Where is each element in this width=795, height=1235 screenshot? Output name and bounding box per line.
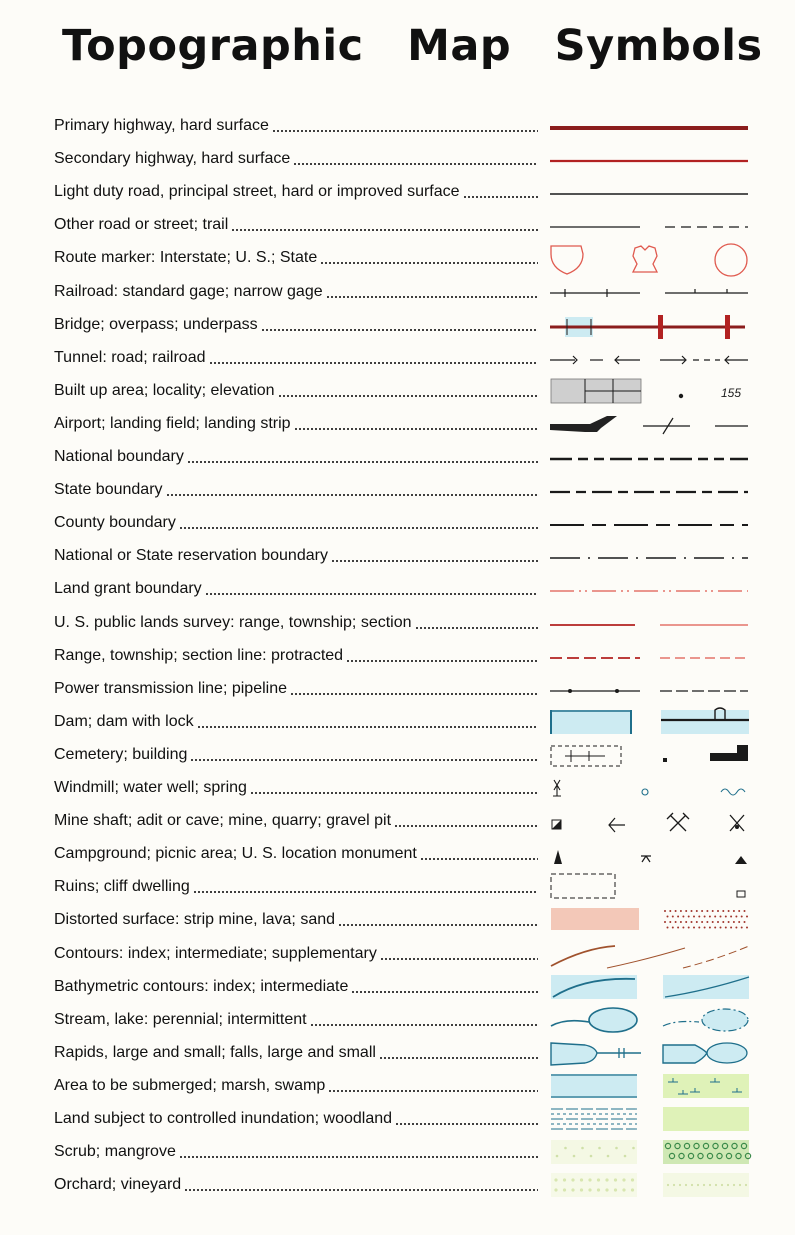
symbol-cemetery-building	[545, 739, 755, 772]
orchard-vineyard-orchard	[551, 1173, 637, 1197]
leader-dots	[420, 858, 538, 860]
windmill-well-spring-spring	[721, 789, 745, 795]
legend-label-text: Area to be submerged; marsh, swamp	[54, 1076, 326, 1094]
leader-dots	[250, 792, 538, 794]
leader-dots	[331, 560, 538, 562]
legend-label-text: Land subject to controlled inundation; woodland	[54, 1110, 393, 1127]
symbol-land-grant-boundary	[545, 573, 755, 606]
leader-dots	[231, 229, 538, 231]
inundation-woodland-inundation	[551, 1109, 637, 1129]
symbol-county-boundary	[545, 507, 755, 540]
leader-dots	[463, 196, 538, 198]
leader-dots	[184, 1189, 538, 1191]
legend-label	[54, 613, 538, 633]
legend-row-distorted-surface	[0, 904, 795, 937]
legend-label	[54, 778, 538, 798]
ruins-cliff-dwelling	[737, 891, 745, 897]
symbol-campground	[545, 838, 755, 871]
symbol-route-markers	[545, 242, 755, 275]
symbol-tunnel	[545, 342, 755, 375]
leader-dots	[320, 262, 538, 264]
leader-dots	[187, 461, 538, 463]
submerged-marsh-marsh	[663, 1074, 749, 1098]
route-markers-interstate-shield	[551, 246, 583, 274]
legend-row-cemetery-building	[0, 739, 795, 772]
legend-row-built-up-area	[0, 375, 795, 408]
leader-dots	[290, 693, 538, 695]
leader-dots	[294, 428, 538, 430]
distorted-surface-strip-mine	[551, 908, 639, 930]
legend-row-rapids-falls	[0, 1037, 795, 1070]
legend-label	[54, 546, 538, 566]
legend-label	[54, 1142, 538, 1162]
symbol-contours	[545, 938, 755, 971]
legend-row-bathymetric-contours	[0, 971, 795, 1004]
legend-label-text: Contours: index; intermediate; supplementary	[54, 944, 377, 962]
symbol-distorted-surface	[545, 904, 755, 937]
bridge-overpass-underpass	[725, 315, 730, 339]
built-up-area-elevation: 155	[721, 385, 742, 400]
symbol-windmill-well-spring	[545, 772, 755, 805]
legend-row-dam	[0, 706, 795, 739]
legend-label-text: Distorted surface: strip mine, lava; sand	[54, 911, 336, 929]
symbol-reservation-boundary	[545, 540, 755, 573]
symbol-bridge-overpass	[545, 309, 755, 342]
legend-label-text: State boundary	[54, 481, 163, 499]
leader-dots	[310, 1024, 538, 1026]
cemetery-building-building-small	[663, 758, 667, 762]
legend-row-inundation-woodland	[0, 1103, 795, 1136]
symbol-built-up-area	[545, 375, 755, 408]
orchard-vineyard-vineyard	[663, 1173, 749, 1197]
scrub-mangrove-scrub	[551, 1140, 637, 1164]
legend-label	[54, 745, 538, 765]
symbol-bathymetric-contours	[545, 971, 755, 1004]
legend-label-text: Light duty road, principal street, hard or improved surface	[54, 183, 460, 201]
submerged-marsh-submerged	[551, 1074, 637, 1098]
legend-label-text: Primary highway, hard surface	[54, 117, 269, 134]
legend-row-other-road-trail	[0, 209, 795, 242]
symbol-protracted-line	[545, 640, 755, 673]
symbol-ruins	[545, 871, 755, 904]
symbol-orchard-vineyard	[545, 1169, 755, 1202]
leader-dots	[338, 924, 538, 926]
legend-label-text: National or State reservation boundary	[54, 547, 328, 565]
legend-label	[54, 679, 538, 699]
legend-label-text: Campground; picnic area; U. S. location monument	[54, 845, 417, 863]
leader-dots	[380, 958, 538, 960]
leader-dots	[379, 1057, 538, 1059]
legend-row-primary-highway	[0, 110, 795, 143]
ruins-ruins-outline	[551, 874, 615, 898]
legend-label	[54, 712, 538, 732]
symbol-state-boundary	[545, 474, 755, 507]
legend-label	[54, 844, 538, 864]
mine-symbols-shaft-fill	[552, 820, 561, 829]
page-title: Topographic Map Symbols	[62, 21, 763, 71]
inundation-woodland-woodland	[663, 1107, 749, 1131]
symbol-mine-symbols	[545, 805, 755, 838]
symbol-light-duty-road	[545, 176, 755, 209]
rapids-falls-falls-large	[663, 1045, 707, 1063]
leader-dots	[394, 825, 538, 827]
windmill-well-spring-well	[642, 789, 648, 795]
legend-label	[54, 910, 538, 930]
symbol-railroad	[545, 276, 755, 309]
leader-dots	[205, 593, 538, 595]
dam-water	[551, 710, 631, 734]
stream-lake-int-lake	[702, 1009, 748, 1031]
leader-dots	[209, 362, 539, 364]
cemetery-building-building-large	[710, 745, 748, 761]
legend-label	[54, 248, 538, 268]
legend-label-text: Secondary highway, hard surface	[54, 150, 291, 168]
symbol-inundation-woodland	[545, 1103, 755, 1136]
airport-airport	[550, 416, 617, 432]
symbol-submerged-marsh	[545, 1070, 755, 1103]
stream-lake-lake	[589, 1008, 637, 1032]
legend-label-text: Ruins; cliff dwelling	[54, 878, 190, 896]
legend-label	[54, 215, 538, 235]
legend-row-stream-lake	[0, 1004, 795, 1037]
leader-dots	[179, 527, 538, 529]
legend-label	[54, 1175, 538, 1195]
legend-label	[54, 513, 538, 533]
legend-row-submerged-marsh	[0, 1070, 795, 1103]
stream-lake-int-stream	[663, 1021, 699, 1026]
legend-label	[54, 1076, 538, 1096]
legend-label	[54, 1043, 538, 1063]
symbol-airport	[545, 408, 755, 441]
symbol-dam	[545, 706, 755, 739]
cemetery-building-cemetery-crosses	[565, 750, 605, 762]
distorted-surface-sand	[664, 910, 748, 929]
power-line-pipeline-tower-1	[615, 689, 619, 693]
symbol-secondary-highway	[545, 143, 755, 176]
legend-label-text: Windmill; water well; spring	[54, 779, 247, 796]
leader-dots	[293, 163, 538, 165]
legend-label	[54, 1109, 538, 1129]
contours-supplementary	[683, 946, 749, 968]
legend-label	[54, 348, 538, 368]
legend-label-text: Built up area; locality; elevation	[54, 381, 275, 399]
campground-campground	[554, 850, 562, 864]
legend-label	[54, 877, 538, 897]
legend-row-national-boundary	[0, 441, 795, 474]
legend-label-text: Land grant boundary	[54, 580, 202, 598]
legend-label-text: Bathymetric contours: index; intermediate	[54, 977, 349, 995]
campground-monument	[735, 856, 747, 864]
legend-label-text: Railroad: standard gage; narrow gage	[54, 282, 323, 300]
legend-label-text: Bridge; overpass; underpass	[54, 315, 258, 333]
legend-row-county-boundary	[0, 507, 795, 540]
leader-dots	[346, 660, 538, 662]
contours-index	[551, 946, 615, 966]
legend-row-campground	[0, 838, 795, 871]
legend-label	[54, 149, 538, 169]
legend-label	[54, 182, 538, 202]
legend-row-route-markers	[0, 242, 795, 275]
legend-label	[54, 579, 538, 599]
leader-dots	[351, 991, 538, 993]
legend-label-text: Orchard; vineyard	[54, 1176, 182, 1194]
power-line-pipeline-tower-0	[568, 689, 572, 693]
legend-row-tunnel	[0, 342, 795, 375]
legend-row-secondary-highway	[0, 143, 795, 176]
legend-row-bridge-overpass	[0, 309, 795, 342]
bridge-overpass-overpass	[658, 315, 663, 339]
symbol-stream-lake	[545, 1004, 755, 1037]
route-markers-state-circle	[715, 244, 747, 276]
legend-label	[54, 480, 538, 500]
legend-label-text: Airport; landing field; landing strip	[54, 414, 291, 432]
rapids-falls-falls-pool	[707, 1043, 747, 1063]
legend-label-text: Tunnel: road; railroad	[54, 348, 206, 366]
legend-row-railroad	[0, 276, 795, 309]
contours-intermediate	[607, 948, 685, 968]
leader-dots	[326, 296, 538, 298]
legend-label-text: Range, township; section line: protracted	[54, 646, 344, 664]
legend-label	[54, 944, 538, 964]
legend-label	[54, 116, 538, 136]
leader-dots	[193, 891, 538, 893]
mine-symbols-gravel-dot	[735, 825, 739, 829]
legend-row-light-duty-road	[0, 176, 795, 209]
legend-label-text: Rapids, large and small; falls, large and small	[54, 1043, 376, 1061]
legend-label	[54, 977, 538, 997]
leader-dots	[415, 627, 538, 629]
leader-dots	[272, 130, 538, 132]
symbol-scrub-mangrove	[545, 1136, 755, 1169]
leader-dots	[179, 1156, 538, 1158]
legend-label-text: Route marker: Interstate; U. S.; State	[54, 249, 318, 267]
legend-row-mine-symbols	[0, 805, 795, 838]
legend-label	[54, 811, 538, 831]
symbol-rapids-falls	[545, 1037, 755, 1070]
legend-row-contours	[0, 938, 795, 971]
dam-lock-water	[661, 710, 749, 734]
legend-row-ruins	[0, 871, 795, 904]
legend-label-text: National boundary	[54, 448, 184, 465]
legend-row-state-boundary	[0, 474, 795, 507]
leader-dots	[278, 395, 538, 397]
route-markers-us-shield	[633, 246, 657, 272]
legend-row-airport	[0, 408, 795, 441]
legend-label-text: Other road or street; trail	[54, 216, 229, 234]
leader-dots	[395, 1123, 538, 1125]
legend-row-reservation-boundary	[0, 540, 795, 573]
legend-label-text: U. S. public lands survey: range, township; section	[54, 613, 412, 631]
leader-dots	[166, 494, 538, 496]
windmill-well-spring-windmill	[553, 780, 561, 796]
symbol-other-road-trail	[545, 209, 755, 242]
legend-label	[54, 447, 538, 467]
legend-row-orchard-vineyard	[0, 1169, 795, 1202]
mine-symbols-quarry	[667, 813, 689, 831]
symbol-power-line-pipeline	[545, 673, 755, 706]
legend-label-text: Cemetery; building	[54, 745, 188, 763]
legend-label	[54, 414, 538, 434]
campground-picnic	[641, 856, 651, 862]
built-up-area-locality-dot	[679, 394, 683, 398]
legend-label-text: Scrub; mangrove	[54, 1143, 176, 1161]
legend-label	[54, 282, 538, 302]
legend-label	[54, 315, 538, 335]
legend-row-scrub-mangrove	[0, 1136, 795, 1169]
legend-row-protracted-line	[0, 640, 795, 673]
leader-dots	[197, 726, 538, 728]
legend-label-text: Dam; dam with lock	[54, 712, 194, 730]
stream-lake-stream	[551, 1020, 589, 1025]
legend-row-land-grant-boundary	[0, 573, 795, 606]
leader-dots	[328, 1090, 538, 1092]
leader-dots	[261, 329, 538, 331]
symbol-national-boundary	[545, 441, 755, 474]
legend-row-public-lands-survey	[0, 607, 795, 640]
legend-label	[54, 1010, 538, 1030]
mine-symbols-adit	[609, 818, 625, 832]
symbol-primary-highway	[545, 110, 755, 143]
legend-row-windmill-well-spring	[0, 772, 795, 805]
rapids-falls-rapids-large	[551, 1043, 597, 1065]
legend-label-text: Stream, lake: perennial; intermittent	[54, 1010, 307, 1028]
legend-label-text: Mine shaft; adit or cave; mine, quarry; gravel pit	[54, 812, 392, 830]
legend-row-power-line-pipeline	[0, 673, 795, 706]
legend-label	[54, 381, 538, 401]
legend-label-text: County boundary	[54, 514, 176, 532]
leader-dots	[190, 759, 538, 761]
symbol-public-lands-survey	[545, 607, 755, 640]
legend-label	[54, 646, 538, 666]
legend-label-text: Power transmission line; pipeline	[54, 679, 287, 697]
